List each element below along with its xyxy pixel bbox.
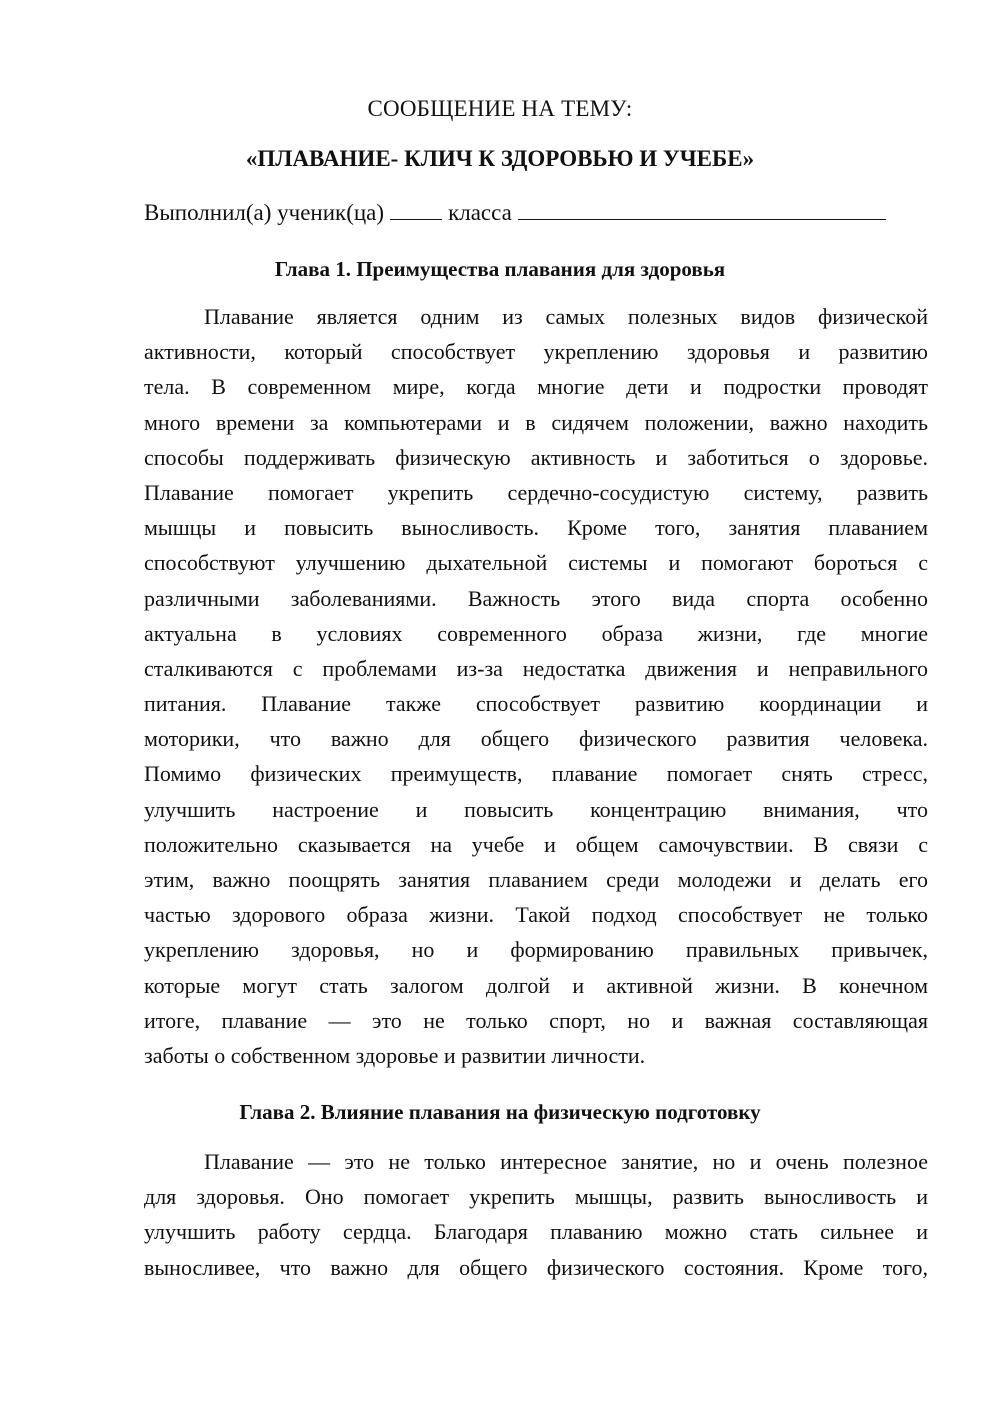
paragraph-line: актуальна в условиях современного образа жизни, где многие — [144, 620, 928, 646]
paragraph-line: способствуют улучшению дыхательной системы и помогают бороться с — [144, 550, 928, 576]
paragraph-line: улучшить работу сердца. Благодаря плаванию можно стать сильнее и — [144, 1219, 928, 1245]
paragraph-line: которые могут стать залогом долгой и активной жизни. В конечном — [144, 972, 928, 998]
paragraph-line: Плавание помогает укрепить сердечно-сосудистую систему, развить — [144, 479, 928, 505]
paragraph-line: итоге, плавание — это не только спорт, но и важная составляющая — [144, 1007, 928, 1033]
document-title: СООБЩЕНИЕ НА ТЕМУ: — [367, 96, 633, 121]
paragraph-line: сталкиваются с проблемами из-за недостатка движения и неправильного — [144, 655, 928, 681]
paragraph-line: питания. Плавание также способствует развитию координации и — [144, 691, 928, 717]
paragraph-line: заботы о собственном здоровье и развитии личности. — [144, 1042, 646, 1068]
chapter-2-paragraph — [144, 1144, 928, 1285]
author-line — [144, 197, 934, 228]
paragraph-line: много времени за компьютерами и в сидячем положении, важно находить — [144, 409, 928, 435]
paragraph-line: улучшить настроение и повысить концентрацию внимания, что — [144, 796, 928, 822]
paragraph-line: Плавание — это не только интересное занятие, но и очень полезное — [204, 1149, 928, 1174]
paragraph-line: Плавание является одним из самых полезных видов физической — [204, 304, 928, 329]
paragraph-line: различными заболеваниями. Важность этого вида спорта особенно — [144, 585, 928, 611]
author-label: Выполнил(а) ученик(ца) — [144, 200, 385, 225]
class-number-blank — [390, 197, 442, 220]
paragraph-line: частью здорового образа жизни. Такой подход способствует не только — [144, 902, 928, 928]
class-label: класса — [448, 200, 512, 225]
paragraph-line: способы поддерживать физическую активность и заботиться о здоровье. — [144, 444, 928, 470]
paragraph-line: Помимо физических преимуществ, плавание помогает снять стресс, — [144, 761, 928, 787]
paragraph-line: активности, который способствует укреплению здоровья и развитию — [144, 339, 928, 365]
paragraph-line: этим, важно поощрять занятия плаванием среди молодежи и делать его — [144, 867, 928, 892]
paragraph-line: для здоровья. Оно помогает укрепить мышцы, развить выносливость и — [144, 1184, 928, 1210]
paragraph-line: выносливее, что важно для общего физического состояния. Кроме того, — [144, 1254, 928, 1280]
paragraph-line: положительно сказывается на учебе и общем самочувствии. В связи с — [144, 831, 928, 857]
document-subtitle: «ПЛАВАНИЕ- КЛИЧ К ЗДОРОВЬЮ И УЧЕБЕ» — [245, 146, 755, 171]
chapter-1-paragraph — [144, 299, 928, 1073]
chapter-2-heading: Глава 2. Влияние плавания на физическую подготовку — [239, 1100, 761, 1124]
paragraph-line: мышцы и повысить выносливость. Кроме того, занятия плаванием — [144, 515, 928, 541]
paragraph-line: моторики, что важно для общего физического развития человека. — [144, 726, 928, 752]
chapter-1-heading: Глава 1. Преимущества плавания для здоровья — [274, 257, 726, 281]
paragraph-line: укреплению здоровья, но и формированию правильных привычек, — [144, 937, 928, 963]
paragraph-line: тела. В современном мире, когда многие дети и подростки проводят — [144, 374, 928, 400]
class-name-blank — [518, 197, 886, 220]
